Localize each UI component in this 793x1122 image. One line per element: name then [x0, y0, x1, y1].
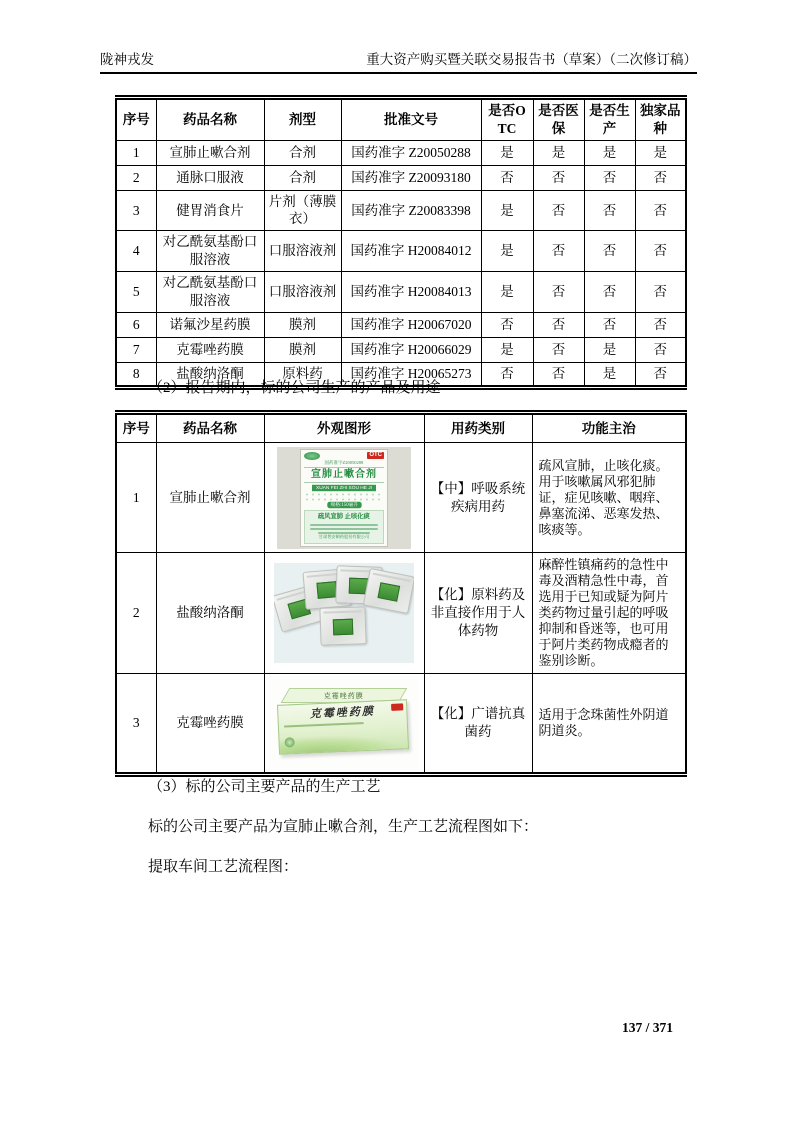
table-cell: 合剂	[264, 140, 341, 165]
table-cell: 否	[635, 271, 686, 312]
package-pinyin: XUAN FEI ZHI SOU HE JI	[312, 484, 376, 490]
table-cell: 5	[116, 271, 156, 312]
table-cell: 国药准字 Z20050288	[341, 140, 481, 165]
section-heading-3: （3）标的公司主要产品的生产工艺	[148, 779, 381, 795]
product-photo-cell	[264, 674, 424, 775]
xuanfei-box-photo	[277, 447, 411, 549]
box-top-flap: 克霉唑药膜	[281, 688, 408, 703]
col-header: 序号	[116, 98, 156, 141]
table-cell: 否	[635, 312, 686, 337]
table-cell: 国药准字 H20065273	[341, 362, 481, 387]
table-row	[116, 271, 686, 312]
table-row	[116, 674, 686, 775]
table-cell: 对乙酰氨基酚口服溶液	[156, 231, 264, 272]
page-number: 137 / 371	[622, 1020, 674, 1035]
table-cell: 对乙酰氨基酚口服溶液	[156, 271, 264, 312]
brand-logo-icon	[304, 452, 320, 460]
col-header: 序号	[116, 413, 156, 443]
naloxone-pouches-photo	[274, 563, 414, 663]
drug-category: 【化】广谱抗真菌药	[424, 674, 532, 775]
table-cell: 7	[116, 337, 156, 362]
package-wave-decoration	[279, 732, 408, 754]
table-cell: 片剂（薄膜衣）	[264, 190, 341, 231]
table-cell: 6	[116, 312, 156, 337]
table-cell: 是	[481, 140, 533, 165]
table-cell: 否	[635, 190, 686, 231]
col-header: 用药类别	[424, 413, 532, 443]
table-cell: 否	[481, 165, 533, 190]
table-cell: 否	[584, 231, 635, 272]
table-cell: 否	[584, 312, 635, 337]
header-company: 陇神戎发	[100, 52, 154, 67]
clotrimazole-box-photo	[269, 676, 419, 770]
table-cell: 诺氟沙星药膜	[156, 312, 264, 337]
package-title: 宣肺止嗽合剂	[304, 467, 384, 482]
drug-indication: 疏风宣肺，止咳化痰。用于咳嗽属风邪犯肺证，症见咳嗽、咽痒、鼻塞流涕、恶寒发热、咳痰等。	[532, 443, 686, 553]
drug-list-table	[115, 95, 687, 390]
approval-number: 国药准字Z20050288	[324, 460, 364, 465]
table-cell: 否	[481, 362, 533, 387]
table-row	[116, 165, 686, 190]
package-slogan: 疏风宣肺 止咳化痰	[318, 512, 370, 521]
table-cell: 国药准字 H20084013	[341, 271, 481, 312]
table-cell: 否	[533, 271, 584, 312]
product-usage-table	[115, 410, 687, 777]
table-cell: 国药准字 Z20083398	[341, 190, 481, 231]
row-number: 1	[116, 443, 156, 553]
table-cell: 健胃消食片	[156, 190, 264, 231]
table-cell: 是	[481, 231, 533, 272]
col-header: 药品名称	[156, 98, 264, 141]
table-cell: 否	[533, 337, 584, 362]
table-cell: 否	[533, 165, 584, 190]
product-photo-cell	[264, 553, 424, 674]
col-header: 剂型	[264, 98, 341, 141]
table-cell: 国药准字 Z20093180	[341, 165, 481, 190]
package-spec: 规格:150毫升	[327, 502, 361, 508]
otc-badge: OTC	[369, 452, 382, 458]
table-cell: 是	[584, 140, 635, 165]
table-cell: 是	[584, 337, 635, 362]
table-row	[116, 140, 686, 165]
table-cell: 盐酸纳洛酮	[156, 362, 264, 387]
table-cell: 是	[584, 362, 635, 387]
table-cell: 4	[116, 231, 156, 272]
drug-name: 克霉唑药膜	[156, 674, 264, 775]
table-cell: 是	[533, 140, 584, 165]
table-cell: 原料药	[264, 362, 341, 387]
table-header-row	[116, 413, 686, 443]
table-cell: 否	[533, 231, 584, 272]
drug-table-body	[116, 140, 686, 387]
table-cell: 否	[533, 362, 584, 387]
drug-category: 【化】原料药及非直接作用于人体药物	[424, 553, 532, 674]
table-cell: 否	[584, 271, 635, 312]
table-cell: 2	[116, 165, 156, 190]
table-cell: 膜剂	[264, 312, 341, 337]
table-cell: 是	[481, 337, 533, 362]
table-cell: 国药准字 H20067020	[341, 312, 481, 337]
table-row	[116, 553, 686, 674]
table-row	[116, 337, 686, 362]
table-row	[116, 443, 686, 553]
body-paragraph: 标的公司主要产品为宣肺止嗽合剂，生产工艺流程图如下：	[148, 819, 539, 835]
table-cell: 8	[116, 362, 156, 387]
row-number: 3	[116, 674, 156, 775]
table-cell: 否	[533, 312, 584, 337]
package-pattern	[304, 492, 384, 502]
col-header: 批准文号	[341, 98, 481, 141]
table-cell: 宣肺止嗽合剂	[156, 140, 264, 165]
drug-category: 【中】呼吸系统疾病用药	[424, 443, 532, 553]
body-paragraph: 提取车间工艺流程图：	[148, 859, 299, 875]
table-cell: 国药准字 H20084012	[341, 231, 481, 272]
table-cell: 是	[635, 140, 686, 165]
product-photo-cell	[264, 443, 424, 553]
col-header: 是否OTC	[481, 98, 533, 141]
table-cell: 口服溶液剂	[264, 271, 341, 312]
table-cell: 1	[116, 140, 156, 165]
package-company: 甘肃普安制药股份有限公司	[318, 534, 370, 539]
table-header-row	[116, 98, 686, 141]
col-header: 功能主治	[532, 413, 686, 443]
col-header: 是否生产	[584, 98, 635, 141]
table-cell: 通脉口服液	[156, 165, 264, 190]
table-row	[116, 231, 686, 272]
header-report-title: 重大资产购买暨关联交易报告书（草案）（二次修订稿）	[366, 52, 697, 67]
table-cell: 否	[635, 337, 686, 362]
table-cell: 否	[635, 165, 686, 190]
col-header: 外观图形	[264, 413, 424, 443]
table-cell: 否	[635, 362, 686, 387]
table-cell: 是	[481, 271, 533, 312]
table-cell: 克霉唑药膜	[156, 337, 264, 362]
table-cell: 否	[635, 231, 686, 272]
table-row	[116, 190, 686, 231]
drug-name: 宣肺止嗽合剂	[156, 443, 264, 553]
drug-indication: 麻醉性镇痛药的急性中毒及酒精急性中毒，首选用于已知或疑为阿片类药物过量引起的呼吸抑制和昏迷等，也可用于阿片类药物成瘾者的鉴别诊断。	[532, 553, 686, 674]
table-cell: 否	[584, 190, 635, 231]
col-header: 药品名称	[156, 413, 264, 443]
table-cell: 否	[481, 312, 533, 337]
table-cell: 3	[116, 190, 156, 231]
table-cell: 国药准字 H20066029	[341, 337, 481, 362]
drug-indication: 适用于念珠菌性外阴道阴道炎。	[532, 674, 686, 775]
table-cell: 否	[584, 165, 635, 190]
table-row	[116, 312, 686, 337]
red-tag-icon	[391, 703, 403, 711]
table-cell: 口服溶液剂	[264, 231, 341, 272]
running-header	[100, 48, 697, 74]
col-header: 是否医保	[533, 98, 584, 141]
table-cell: 膜剂	[264, 337, 341, 362]
table-cell: 合剂	[264, 165, 341, 190]
col-header: 独家品种	[635, 98, 686, 141]
table-cell: 否	[533, 190, 584, 231]
package-title: 克霉唑药膜	[309, 705, 376, 721]
section-heading-2: （2）报告期内，标的公司生产的产品及用途	[148, 380, 441, 396]
drug-name: 盐酸纳洛酮	[156, 553, 264, 674]
table-cell: 是	[481, 190, 533, 231]
row-number: 2	[116, 553, 156, 674]
